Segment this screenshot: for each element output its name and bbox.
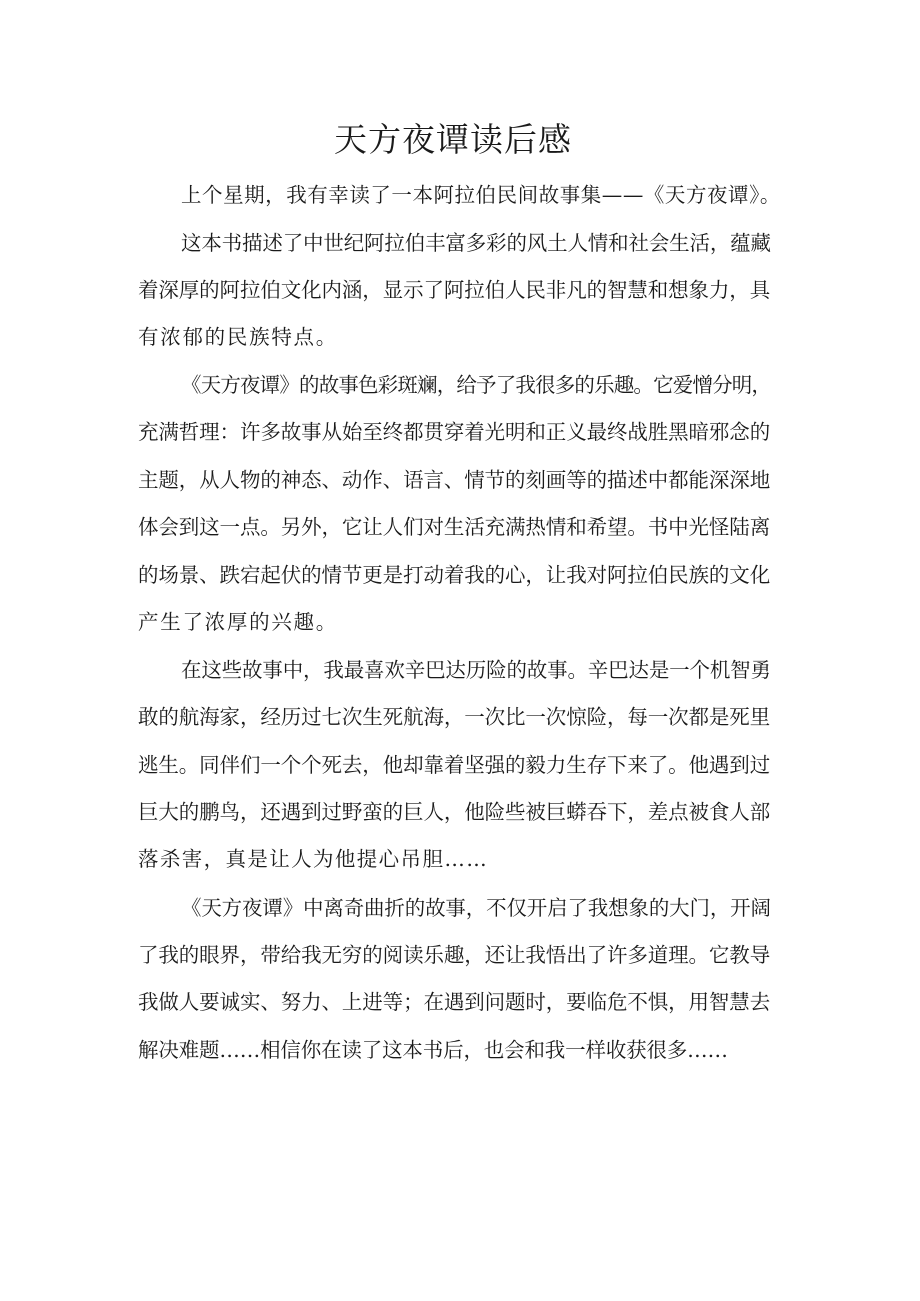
paragraph-3-line-3: 主题，从人物的神态、动作、语言、情节的刻画等的描述中都能深深地	[138, 468, 770, 492]
paragraph-2-line-2: 着深厚的阿拉伯文化内涵，显示了阿拉伯人民非凡的智慧和想象力，具	[138, 278, 770, 302]
paragraph-5-line-1: 《天方夜谭》中离奇曲折的故事，不仅开启了我想象的大门，开阔	[181, 896, 771, 920]
paragraph-3-line-1: 《天方夜谭》的故事色彩斑斓，给予了我很多的乐趣。它爱憎分明，	[181, 373, 771, 397]
paragraph-3-line-5: 的场景、跌宕起伏的情节更是打动着我的心，让我对阿拉伯民族的文化	[138, 563, 770, 587]
paragraph-3-line-6: 产生了浓厚的兴趣。	[138, 610, 338, 634]
paragraph-4-line-5: 落杀害，真是让人为他提心吊胆……	[138, 847, 488, 871]
paragraph-4-line-3: 逃生。同伴们一个个死去，他却靠着坚强的毅力生存下来了。他遇到过	[138, 753, 770, 777]
paragraph-4-line-1: 在这些故事中，我最喜欢辛巴达历险的故事。辛巴达是一个机智勇	[181, 658, 771, 682]
paragraph-4-line-4: 巨大的鹏鸟，还遇到过野蛮的巨人，他险些被巨蟒吞下，差点被食人部	[138, 800, 770, 824]
paragraph-5-line-2: 了我的眼界，带给我无穷的阅读乐趣，还让我悟出了许多道理。它教导	[138, 943, 770, 967]
paragraph-5-line-4: 解决难题……相信你在读了这本书后，也会和我一样收获很多……	[138, 1038, 728, 1062]
paragraph-5-line-3: 我做人要诚实、努力、上进等；在遇到问题时，要临危不惧，用智慧去	[138, 990, 770, 1014]
paragraph-4-line-2: 敢的航海家，经历过七次生死航海，一次比一次惊险，每一次都是死里	[138, 705, 770, 729]
paragraph-2-line-3: 有浓郁的民族特点。	[138, 325, 338, 349]
page-title: 天方夜谭读后感	[334, 120, 572, 159]
paragraph-2-line-1: 这本书描述了中世纪阿拉伯丰富多彩的风土人情和社会生活，蕴藏	[181, 231, 771, 255]
paragraph-1-line-1: 上个星期，我有幸读了一本阿拉伯民间故事集——《天方夜谭》。	[181, 183, 781, 207]
paragraph-3-line-4: 体会到这一点。另外，它让人们对生活充满热情和希望。书中光怪陆离	[138, 515, 770, 539]
paragraph-3-line-2: 充满哲理：许多故事从始至终都贯穿着光明和正义最终战胜黑暗邪念的	[138, 420, 770, 444]
